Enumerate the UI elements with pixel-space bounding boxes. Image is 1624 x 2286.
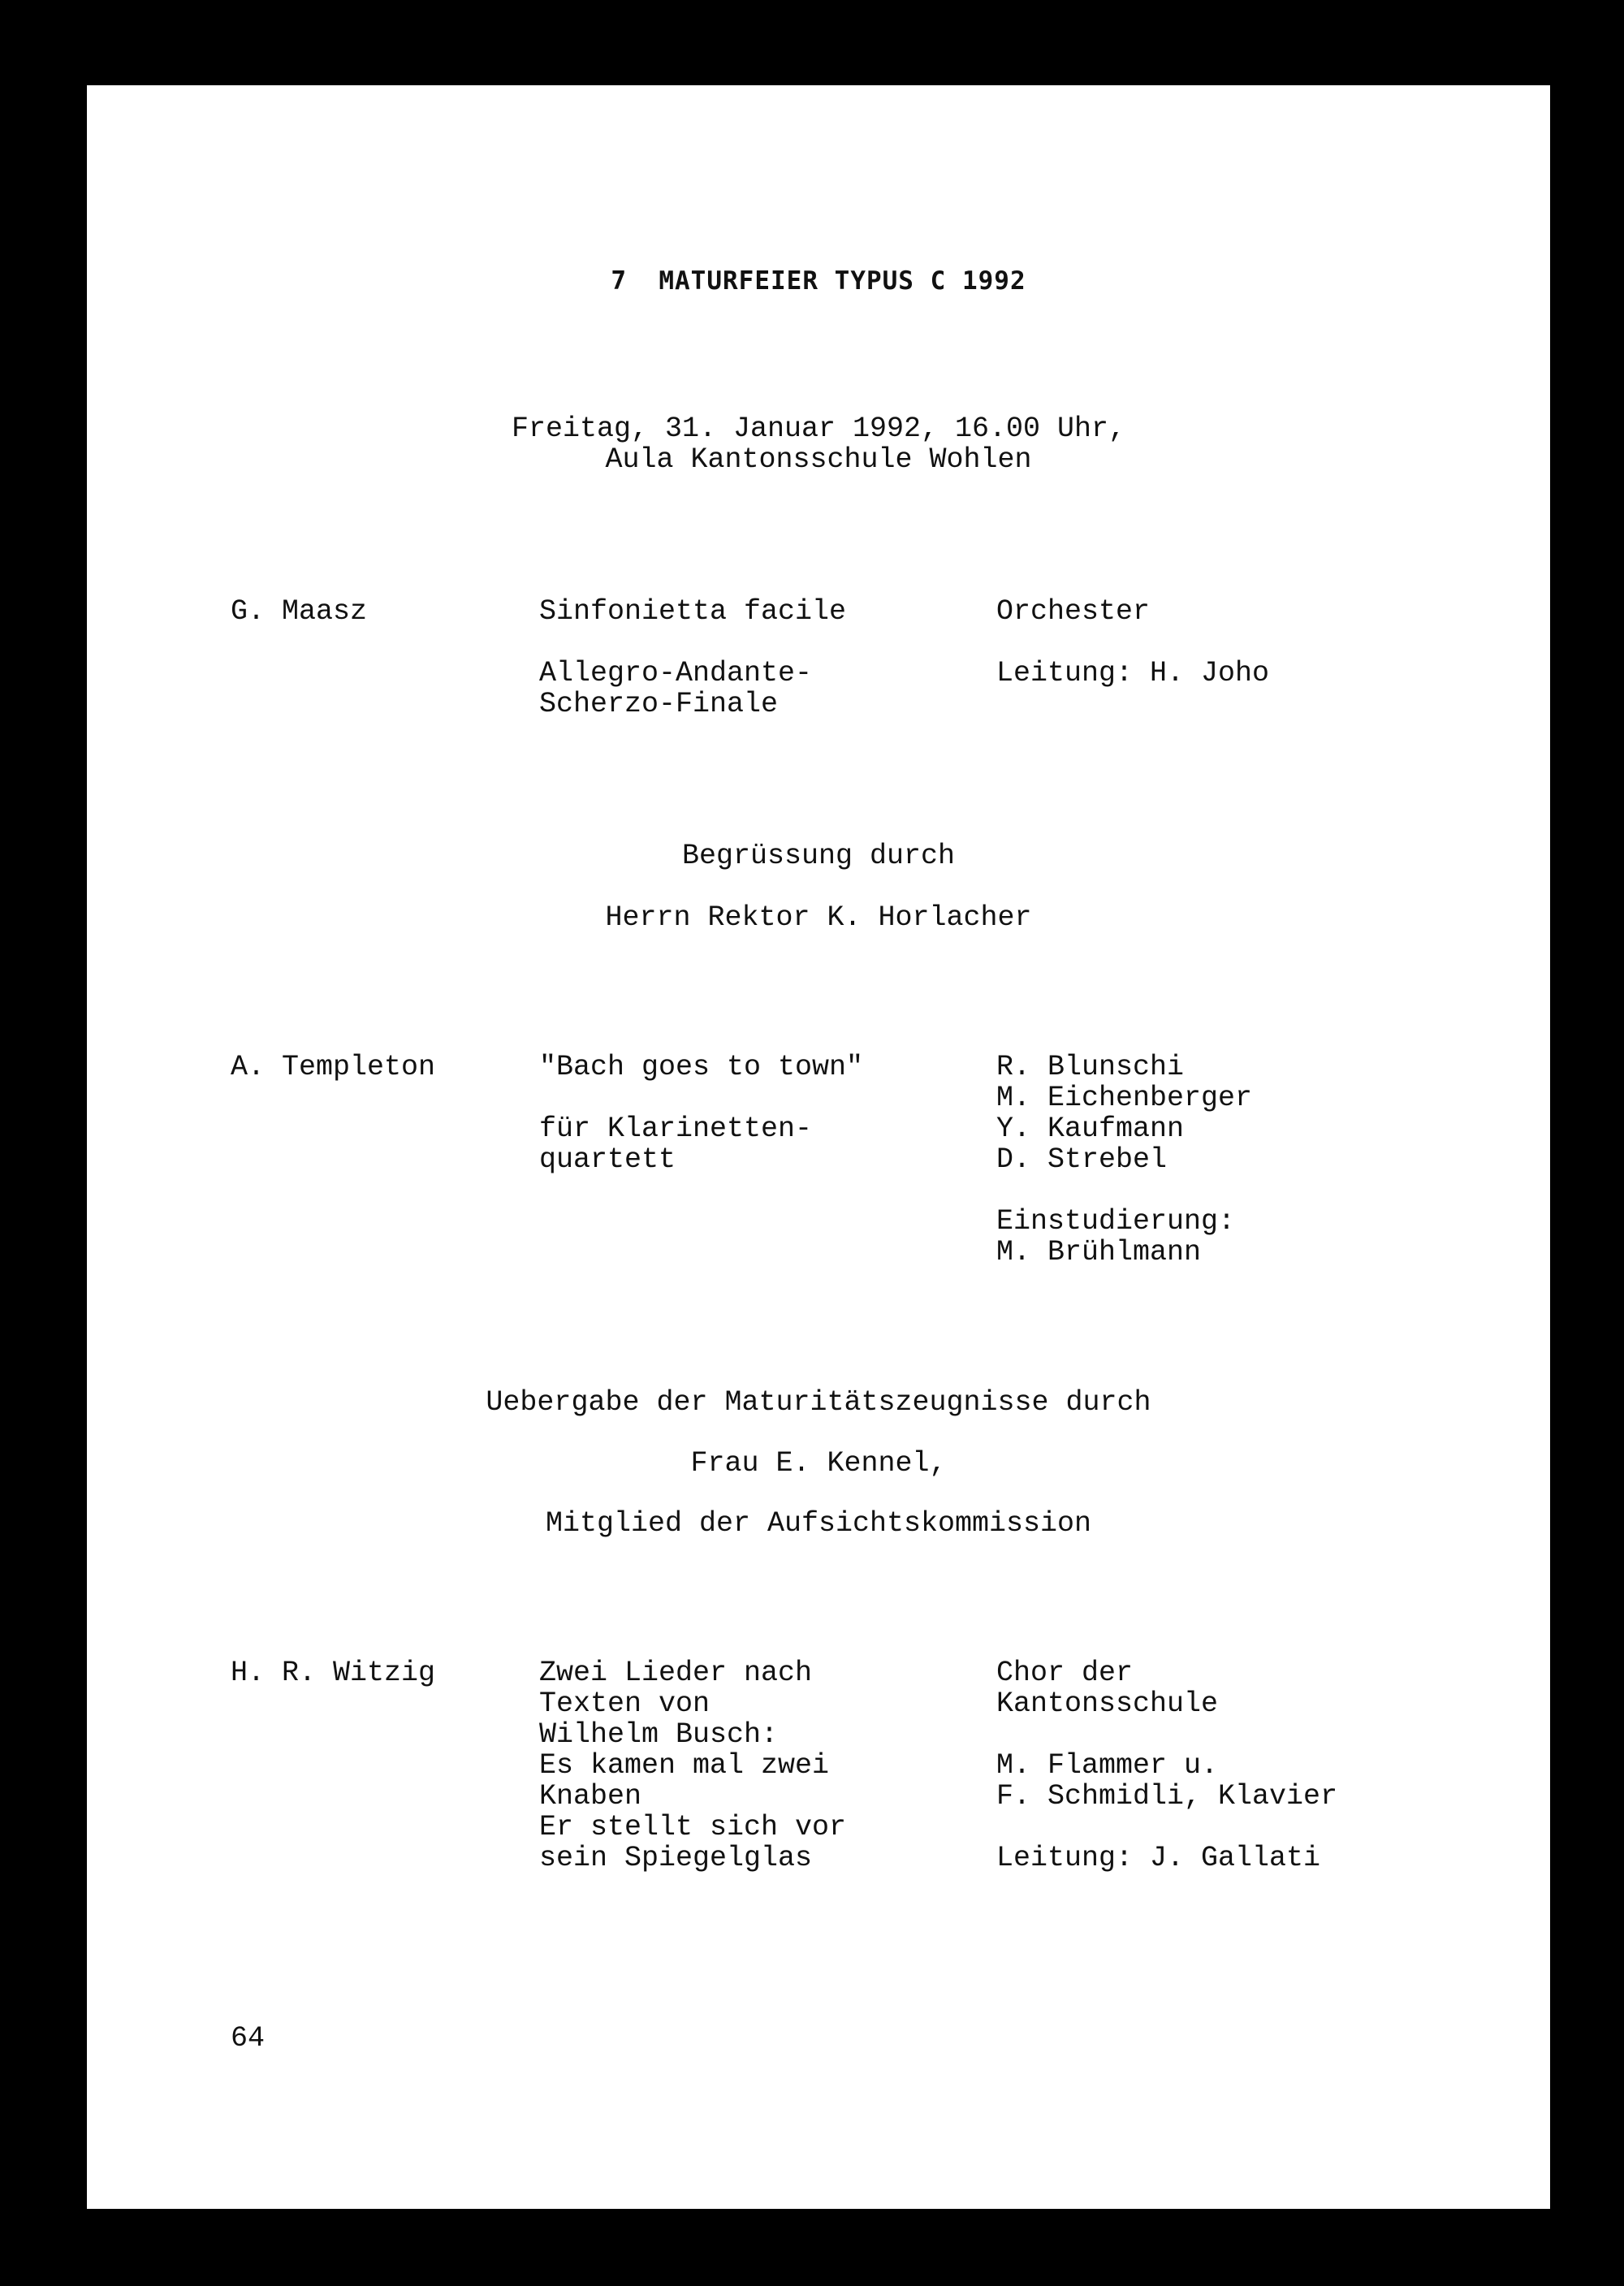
item1-work — [539, 596, 846, 720]
item3-performer-line: F. Schmidli, Klavier — [996, 1780, 1338, 1813]
item2-composer: A. Templeton — [231, 1051, 436, 1083]
item2-performer-line: D. Strebel — [996, 1143, 1168, 1176]
item3-work-line: Zwei Lieder nach — [539, 1657, 813, 1689]
item1-composer: G. Maasz — [231, 595, 368, 628]
item1-performer-line: Leitung: H. Joho — [996, 657, 1270, 689]
item3-work-line: Es kamen mal zwei — [539, 1749, 830, 1782]
item3-work — [539, 1657, 846, 1873]
item3-work-line: Er stellt sich vor — [539, 1811, 847, 1843]
item3-performer-line: Chor der — [996, 1657, 1134, 1689]
item1-performers — [996, 596, 1269, 689]
item1-work-line: Sinfonietta facile — [539, 595, 847, 628]
item2-work-line: quartett — [539, 1143, 676, 1176]
item2-work-line: für Klarinetten- — [539, 1113, 813, 1145]
item2-performers — [996, 1052, 1252, 1268]
item1-work-line: Scherzo-Finale — [539, 688, 779, 720]
handover-line3: Mitglied der Aufsichtskommission — [545, 1507, 1092, 1540]
item3-work-line: sein Spiegelglas — [539, 1842, 813, 1874]
venue-line: Aula Kantonsschule Wohlen — [605, 443, 1032, 476]
handover-line2: Frau E. Kennel, — [690, 1447, 947, 1480]
item2-performer-line — [996, 1175, 1252, 1206]
item3-performers — [996, 1657, 1337, 1873]
item2-performer-line: Einstudierung: — [996, 1205, 1236, 1238]
item3-work-line: Texten von — [539, 1687, 710, 1720]
item2-performer-line: Y. Kaufmann — [996, 1113, 1185, 1145]
page-title: 7 MATURFEIER TYPUS C 1992 — [611, 266, 1026, 296]
item3-work-line: Wilhelm Busch: — [539, 1718, 779, 1751]
document-page — [87, 85, 1550, 2209]
item2-performer-line: M. Brühlmann — [996, 1236, 1202, 1268]
item3-performer-line: Leitung: J. Gallati — [996, 1842, 1321, 1874]
item1-work-line — [539, 627, 846, 658]
item2-work — [539, 1052, 863, 1175]
greeting-line1: Begrüssung durch — [681, 840, 956, 872]
item3-work-line: Knaben — [539, 1780, 642, 1813]
item1-work-line: Allegro-Andante- — [539, 657, 813, 689]
item2-work-line: "Bach goes to town" — [539, 1051, 864, 1083]
greeting-line2: Herrn Rektor K. Horlacher — [605, 901, 1032, 934]
date-line: Freitag, 31. Januar 1992, 16.00 Uhr, — [511, 413, 1126, 445]
item3-composer: H. R. Witzig — [231, 1657, 436, 1689]
item1-performer-line: Orchester — [996, 595, 1151, 628]
item2-performer-line: M. Eichenberger — [996, 1082, 1253, 1114]
item3-performer-line — [996, 1812, 1337, 1843]
item3-performer-line: M. Flammer u. — [996, 1749, 1219, 1782]
item3-performer-line: Kantonsschule — [996, 1687, 1219, 1720]
item1-performer-line — [996, 627, 1269, 658]
item2-work-line — [539, 1083, 863, 1113]
item2-performer-line: R. Blunschi — [996, 1051, 1185, 1083]
handover-line1: Uebergabe der Maturitätszeugnisse durch — [486, 1386, 1151, 1419]
page-number: 64 — [231, 2022, 266, 2055]
item3-performer-line — [996, 1719, 1337, 1750]
